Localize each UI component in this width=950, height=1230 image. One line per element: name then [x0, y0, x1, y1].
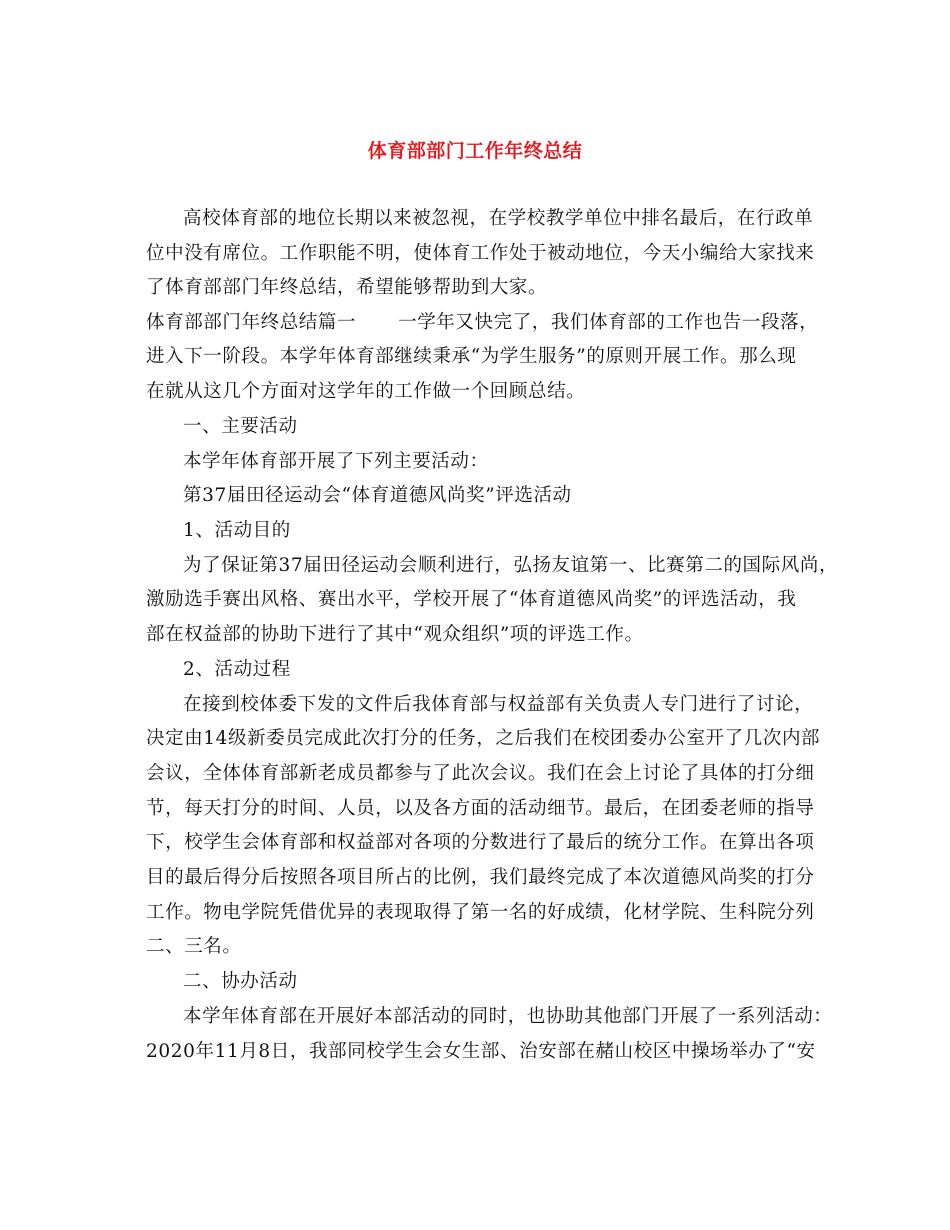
paragraph-line: 本学年体育部开展了下列主要活动：	[183, 451, 489, 472]
paragraph-line: 进入下一阶段。本学年体育部继续秉承“为学生服务”的原则开展工作。那么现	[146, 346, 797, 367]
section-heading: 二、协办活动	[183, 971, 298, 992]
paragraph-line: 工作。物电学院凭借优异的表现取得了第一名的好成绩，化材学院、生科院分列	[146, 902, 815, 923]
paragraph-text: 一学年又快完了，我们体育部的工作也告一段落，	[398, 312, 819, 333]
paragraph-line: 决定由14级新委员完成此次打分的任务，之后我们在校团委办公室开了几次内部	[146, 728, 821, 749]
paragraph-line: 第37届田径运动会“体育道德风尚奖”评选活动	[183, 485, 572, 506]
paragraph-line: 下，校学生会体育部和权益部对各项的分数进行了最后的统分工作。在算出各项	[146, 832, 815, 853]
paragraph-line	[146, 310, 818, 336]
page-title: 体育部部门工作年终总结	[367, 140, 583, 162]
paragraph-line: 本学年体育部在开展好本部活动的同时，也协助其他部门开展了一系列活动：	[183, 1006, 833, 1027]
paragraph-line: 部在权益部的协助下进行了其中“观众组织”项的评选工作。	[146, 624, 644, 645]
paragraph-line: 为了保证第37届田径运动会顺利进行，弘扬友谊第一、比赛第二的国际风尚，	[183, 555, 839, 576]
paragraph-line: 会议，全体体育部新老成员都参与了此次会议。我们在会上讨论了具体的打分细	[146, 763, 815, 784]
section-heading: 体育部部门年终总结篇一	[146, 312, 357, 333]
paragraph-line: 高校体育部的地位长期以来被忽视，在学校教学单位中排名最后，在行政单	[183, 208, 814, 229]
subsection-heading: 1、活动目的	[183, 520, 291, 541]
paragraph-line: 在就从这几个方面对这学年的工作做一个回顾总结。	[146, 381, 586, 402]
paragraph-line: 了体育部部门年终总结，希望能够帮助到大家。	[146, 277, 548, 298]
subsection-heading: 2、活动过程	[183, 659, 291, 680]
paragraph-line: 二、三名。	[146, 936, 242, 957]
paragraph-line: 2020年11月8日，我部同校学生会女生部、治安部在赭山校区中操场举办了“安	[146, 1041, 816, 1062]
paragraph-line: 节，每天打分的时间、人员，以及各方面的活动细节。最后，在团委老师的指导	[146, 798, 815, 819]
paragraph-line: 在接到校体委下发的文件后我体育部与权益部有关负责人专门进行了讨论，	[183, 694, 814, 715]
paragraph-line: 激励选手赛出风格、赛出水平，学校开展了“体育道德风尚奖”的评选活动，我	[146, 589, 797, 610]
section-heading: 一、主要活动	[183, 416, 298, 437]
paragraph-line: 位中没有席位。工作职能不明，使体育工作处于被动地位，今天小编给大家找来	[146, 243, 815, 264]
paragraph-line: 目的最后得分后按照各项目所占的比例，我们最终完成了本次道德风尚奖的打分	[146, 867, 815, 888]
